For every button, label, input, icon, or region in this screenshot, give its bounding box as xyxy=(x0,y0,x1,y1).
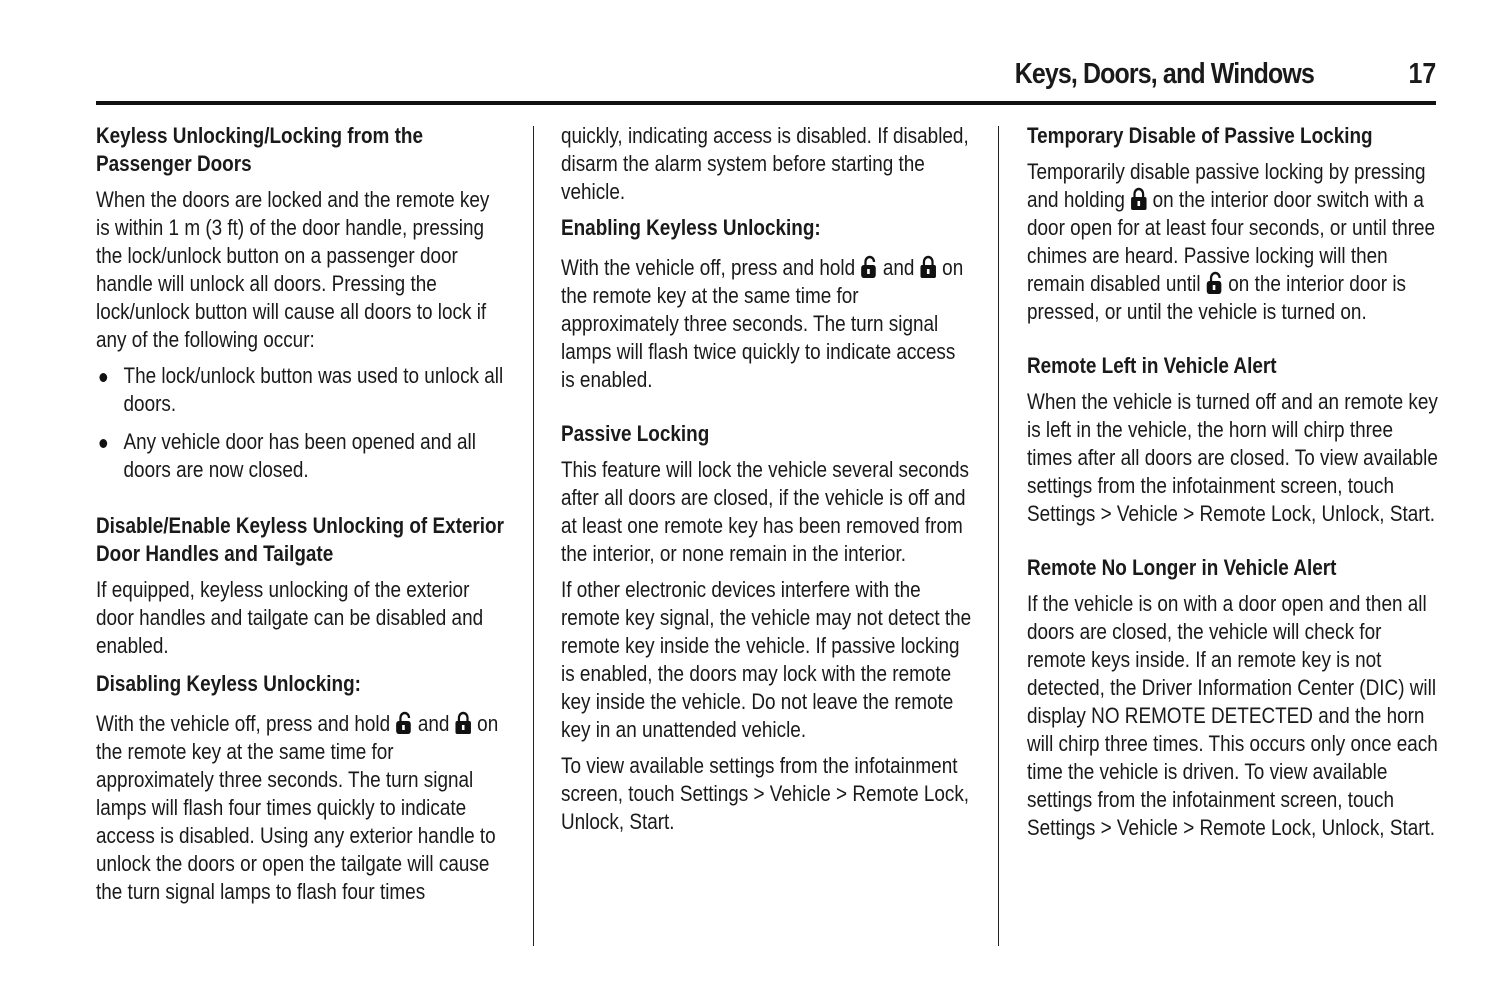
column-divider xyxy=(998,126,999,946)
bullet-dot xyxy=(99,373,107,382)
paragraph: When the doors are locked and the remote key is within 1 m (3 ft) of the door handle, pressing the lock/unlock button on a passenger door handle will unlock all doors. Pressing the lock/unlock button will cause all doors to lock if any of the following occur: xyxy=(96,187,490,352)
text-run: on the remote key at the same time for approximately three seconds. The turn signal lamps will flash twice quickly to indicate access is enabled. xyxy=(561,255,964,392)
heading-disable-enable: Disable/Enable Keyless Unlocking of Exterior Door Handles and Tailgate xyxy=(96,513,504,566)
heading-remote-left: Remote Left in Vehicle Alert xyxy=(1027,353,1277,378)
column-divider xyxy=(533,126,534,946)
lock-icon xyxy=(920,255,937,279)
list-item-text: Any vehicle door has been opened and all doors are now closed. xyxy=(123,429,476,482)
text-run: on the interior door switch with a door open for at least four seconds, or until three chimes are heard. Passive locking will then remain disabled until xyxy=(1027,187,1436,296)
paragraph-temporary-disable xyxy=(1027,158,1440,326)
paragraph-enabling xyxy=(561,254,972,394)
text-run: on the interior door is pressed, or until the vehicle is turned on. xyxy=(1027,271,1407,324)
bullet-dot xyxy=(99,439,107,448)
paragraph: This feature will lock the vehicle several seconds after all doors are closed, if the vehicle is off and at least one remote key has been removed from the interior, or none remain in the interior. xyxy=(561,457,970,566)
text-run: and xyxy=(882,255,915,280)
lock-icon xyxy=(1130,187,1147,211)
paragraph: quickly, indicating access is disabled. If disabled, disarm the alarm system before starting the vehicle. xyxy=(561,123,969,204)
list-item xyxy=(96,362,507,418)
list-item xyxy=(96,428,507,484)
page-number: 17 xyxy=(1408,58,1436,90)
text-run: on the remote key at the same time for approximately three seconds. The turn signal lamps will flash four times quickly to indicate access is disabled. Using any exterior handle to unlock the doors or open the tailgate will cause the turn signal lamps to flash four times xyxy=(96,711,499,904)
heading-temporary-disable: Temporary Disable of Passive Locking xyxy=(1027,123,1373,148)
heading-keyless-passenger: Keyless Unlocking/Locking from the Passenger Doors xyxy=(96,123,423,176)
text-run: With the vehicle off, press and hold xyxy=(561,255,856,280)
paragraph-disabling xyxy=(96,710,507,906)
bullet-list xyxy=(96,362,507,484)
column-2 xyxy=(561,122,973,844)
heading-enabling: Enabling Keyless Unlocking: xyxy=(561,215,821,240)
section-title: Keys, Doors, and Windows xyxy=(1014,58,1314,90)
paragraph: If other electronic devices interfere with the remote key signal, the vehicle may not detect the remote key inside the vehicle. If passive locking is enabled, the doors may lock with the remote key inside the vehicle. Do not leave the remote key in an unattended vehicle. xyxy=(561,577,972,742)
paragraph: If equipped, keyless unlocking of the exterior door handles and tailgate can be disabled and enabled. xyxy=(96,577,484,658)
paragraph: When the vehicle is turned off and an remote key is left in the vehicle, the horn will chirp three times after all doors are closed. To view available settings from the infotainment screen, touch Settings > Vehicle > Remote Lock, Unlock, Start. xyxy=(1027,389,1438,526)
lock-icon xyxy=(455,711,472,735)
heading-disabling: Disabling Keyless Unlocking: xyxy=(96,671,361,696)
unlock-icon xyxy=(395,711,412,735)
text-run: Temporarily disable passive locking by pressing and holding xyxy=(1027,159,1426,212)
list-item-text: The lock/unlock button was used to unlock all doors. xyxy=(123,363,504,416)
text-run: With the vehicle off, press and hold xyxy=(96,711,391,736)
unlock-icon xyxy=(1206,271,1223,295)
unlock-icon xyxy=(860,255,877,279)
header-rule xyxy=(96,101,1436,105)
paragraph: To view available settings from the infotainment screen, touch Settings > Vehicle > Remote Lock, Unlock, Start. xyxy=(561,753,970,834)
heading-remote-no-longer: Remote No Longer in Vehicle Alert xyxy=(1027,555,1337,580)
heading-passive-locking: Passive Locking xyxy=(561,421,710,446)
paragraph: If the vehicle is on with a door open and then all doors are closed, the vehicle will check for remote keys inside. If an remote key is not detected, the Driver Information Center (DIC) will display NO REMOTE DETECTED and the horn will chirp three times. This occurs only once each time the vehicle is driven. To view available settings from the infotainment screen, touch Settings > Vehicle > Remote Lock, Unlock, Start. xyxy=(1027,591,1438,840)
column-1 xyxy=(96,122,508,914)
column-3 xyxy=(1027,122,1441,850)
text-run: and xyxy=(417,711,450,736)
